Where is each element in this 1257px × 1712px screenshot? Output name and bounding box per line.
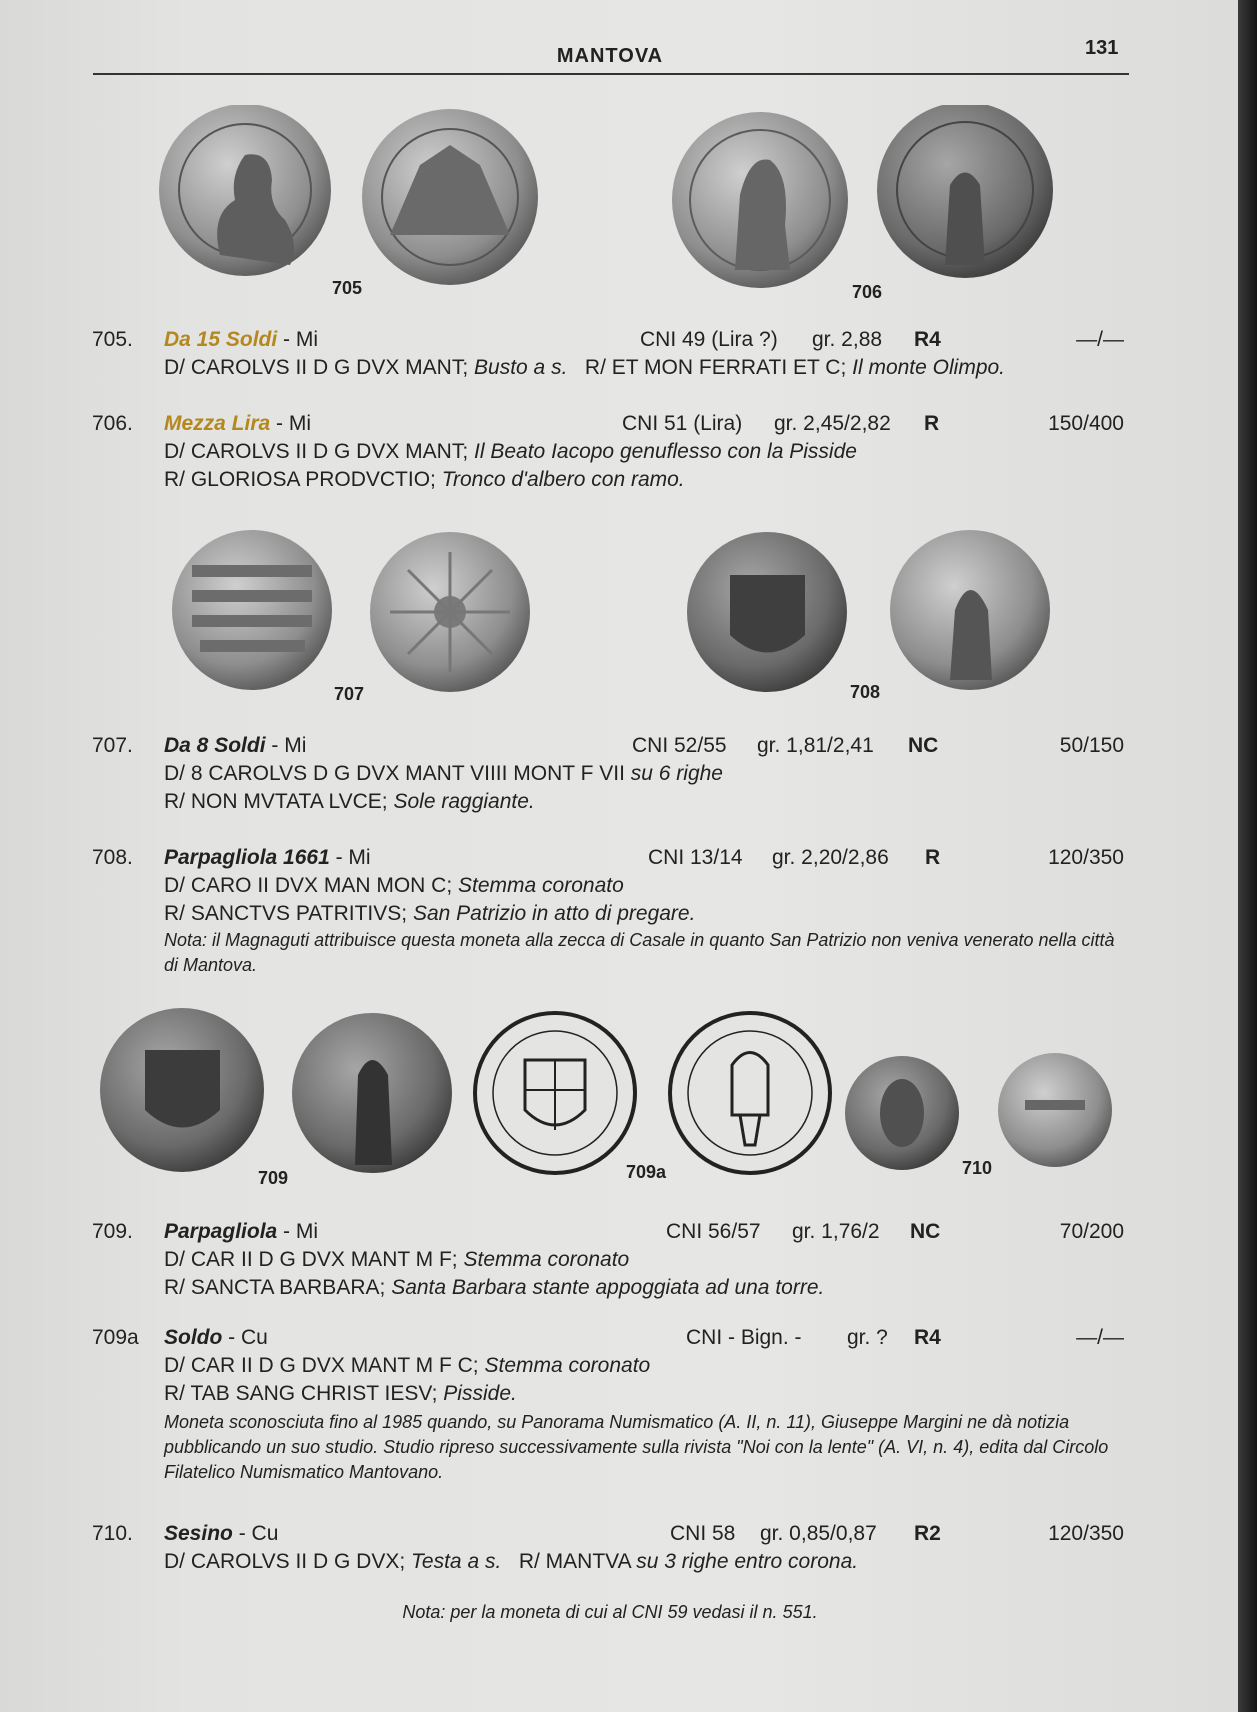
reverse-legend: R/ SANCTA BARBARA;: [164, 1276, 386, 1299]
entry-title: [164, 326, 318, 354]
coin-705-obverse: [159, 105, 331, 276]
reverse-description: Il monte Olimpo.: [852, 356, 1006, 379]
entry-title: [164, 844, 371, 872]
reverse-line: [164, 1380, 517, 1408]
coin-metal: - Cu: [228, 1326, 268, 1349]
coin-709-obverse: [100, 1008, 264, 1172]
coin-weight: gr. 1,81/2,41: [757, 734, 874, 757]
coin-707-obverse: [172, 530, 332, 690]
obverse-line: [164, 1246, 629, 1274]
obverse-line: [164, 760, 723, 788]
coin-plate-705-706: [150, 105, 1090, 305]
rarity-grade: R4: [914, 1326, 941, 1349]
header-rule: [93, 73, 1129, 75]
price-range: 50/150: [1059, 734, 1124, 757]
coin-plate-709-710: [100, 1005, 1120, 1180]
coin-709-reverse: [292, 1013, 452, 1173]
coin-metal: - Mi: [283, 1220, 319, 1243]
coin-706-reverse: [877, 105, 1053, 278]
catalog-entry-709a: [92, 1324, 1132, 1494]
rarity-grade: R2: [914, 1522, 941, 1545]
entry-title: [164, 410, 311, 438]
catalog-entry-705: [92, 326, 1132, 386]
coin-710-obverse: [845, 1056, 959, 1170]
reverse-legend: R/ MANTVA: [518, 1550, 631, 1573]
obverse-legend: D/ CARO II DVX MAN MON C;: [164, 874, 453, 897]
price-range: —/—: [1076, 1326, 1124, 1349]
entry-note: Moneta sconosciuta fino al 1985 quando, su Panorama Numismatico (A. II, n. 11), Giuseppe Margini ne dà notizia pubblicando un suo studio. Studio ripreso successivamente sulla rivista "Noi con la lente" (A. VI, n. 4), edita dal Circolo Filatelico Numismatico Mantovano.: [164, 1412, 1109, 1482]
coin-name: Mezza Lira: [164, 412, 271, 435]
entry-number: 707.: [92, 734, 133, 757]
entry-title: [164, 732, 306, 760]
rarity-grade: NC: [910, 1220, 941, 1243]
coin-metal: - Cu: [238, 1522, 279, 1545]
coin-weight: gr. 2,45/2,82: [774, 412, 891, 435]
obverse-line: [164, 438, 857, 466]
coin-name: Da 8 Soldi: [164, 734, 266, 757]
reverse-description: Santa Barbara stante appoggiata ad una torre.: [391, 1276, 825, 1299]
page-title: MANTOVA: [556, 45, 664, 67]
cni-reference: CNI 56/57: [666, 1220, 761, 1243]
obverse-description: Busto a s.: [474, 356, 568, 379]
coin-708-obverse: [687, 532, 847, 692]
catalog-entry-709: [92, 1218, 1132, 1304]
figure-label-706: 706: [852, 282, 883, 302]
book-spine-shadow: [1238, 0, 1257, 1712]
coin-metal: - Mi: [271, 734, 307, 757]
obverse-legend: D/ CAR II D G DVX MANT M F;: [164, 1248, 458, 1271]
coin-706-obverse: [672, 112, 848, 288]
cni-reference: CNI 13/14: [648, 846, 743, 869]
coin-710-reverse: [998, 1053, 1112, 1167]
coin-707-reverse: [370, 532, 530, 692]
reverse-description: Sole raggiante.: [393, 790, 535, 813]
coin-weight: gr. ?: [847, 1326, 888, 1349]
coin-name: Parpagliola: [164, 1220, 278, 1243]
obverse-line: [164, 1352, 650, 1380]
figure-label-708: 708: [850, 682, 881, 702]
page-footnote: Nota: per la moneta di cui al CNI 59 vedasi il n. 551.: [402, 1602, 818, 1622]
coin-name: Soldo: [164, 1326, 223, 1349]
cni-reference: CNI 51 (Lira): [622, 412, 743, 435]
obverse-line: [164, 1548, 858, 1576]
entry-number: 706.: [92, 412, 133, 435]
figure-label-709: 709: [258, 1168, 289, 1188]
obverse-legend: D/ CAROLVS II D G DVX;: [164, 1550, 406, 1573]
obverse-description: Testa a s.: [411, 1550, 502, 1573]
reverse-line: [164, 900, 695, 928]
cni-reference: CNI - Bign. -: [686, 1326, 802, 1349]
coin-weight: gr. 2,88: [812, 328, 883, 351]
coin-weight: gr. 0,85/0,87: [760, 1522, 877, 1545]
reverse-description: San Patrizio in atto di pregare.: [412, 902, 696, 925]
obverse-description: Stemma coronato: [484, 1354, 651, 1377]
rarity-grade: R: [924, 412, 940, 435]
figure-label-709a: 709a: [626, 1162, 667, 1182]
catalog-entry-708: [92, 844, 1132, 984]
entry-number: 709.: [92, 1220, 133, 1243]
rarity-grade: NC: [908, 734, 939, 757]
figure-label-710: 710: [962, 1158, 993, 1178]
coin-name: Da 15 Soldi: [164, 328, 278, 351]
page-number: 131: [1085, 37, 1119, 59]
coin-709a-reverse-drawing: [670, 1013, 830, 1173]
figure-label-707: 707: [334, 684, 365, 704]
coin-weight: gr. 1,76/2: [792, 1220, 880, 1243]
reverse-line: [164, 788, 535, 816]
entry-title: [164, 1324, 268, 1352]
cni-reference: CNI 58: [670, 1522, 736, 1545]
price-range: 120/350: [1048, 846, 1124, 869]
reverse-legend: R/ SANCTVS PATRITIVS;: [164, 902, 408, 925]
obverse-description: Stemma coronato: [458, 874, 624, 897]
coin-weight: gr. 2,20/2,86: [772, 846, 889, 869]
coin-metal: - Mi: [283, 328, 319, 351]
rarity-grade: R4: [914, 328, 941, 351]
coin-name: Parpagliola 1661: [164, 846, 330, 869]
reverse-legend: R/ NON MVTATA LVCE;: [164, 790, 388, 813]
catalog-entry-707: [92, 732, 1132, 818]
price-range: 150/400: [1048, 412, 1124, 435]
cni-reference: CNI 52/55: [632, 734, 727, 757]
entry-title: [164, 1520, 278, 1548]
entry-number: 709a: [92, 1326, 139, 1349]
entry-note: Nota: il Magnaguti attribuisce questa moneta alla zecca di Casale in quanto San Patrizio non veniva venerato nella città di Mantova.: [164, 930, 1115, 975]
coin-709a-obverse-drawing: [475, 1013, 635, 1173]
obverse-line: [164, 872, 624, 900]
entry-number: 705.: [92, 328, 133, 351]
obverse-description: su 6 righe: [630, 762, 723, 785]
reverse-description: Pisside.: [443, 1382, 517, 1405]
reverse-legend: R/ TAB SANG CHRIST IESV;: [164, 1382, 438, 1405]
reverse-line: [164, 1274, 824, 1302]
catalog-entry-706: [92, 410, 1132, 500]
entry-number: 710.: [92, 1522, 133, 1545]
price-range: 120/350: [1048, 1522, 1124, 1545]
coin-metal: - Mi: [335, 846, 371, 869]
entry-number: 708.: [92, 846, 133, 869]
rarity-grade: R: [925, 846, 941, 869]
coin-plate-707-708: [170, 530, 1070, 700]
entry-title: [164, 1218, 318, 1246]
reverse-description: Tronco d'albero con ramo.: [441, 468, 685, 491]
obverse-line: [164, 354, 1005, 382]
reverse-legend: R/ GLORIOSA PRODVCTIO;: [164, 468, 436, 491]
reverse-legend: R/ ET MON FERRATI ET C;: [584, 356, 847, 379]
coin-metal: - Mi: [276, 412, 312, 435]
obverse-legend: D/ CAROLVS II D G DVX MANT;: [164, 356, 469, 379]
reverse-description: su 3 righe entro corona.: [636, 1550, 859, 1573]
obverse-description: Il Beato Iacopo genuflesso con la Pisside: [474, 440, 857, 463]
coin-name: Sesino: [164, 1522, 233, 1545]
catalog-entry-710: [92, 1520, 1132, 1580]
reverse-line: [164, 466, 685, 494]
cni-reference: CNI 49 (Lira ?): [640, 328, 778, 351]
obverse-legend: D/ CAROLVS II D G DVX MANT;: [164, 440, 469, 463]
obverse-legend: D/ 8 CAROLVS D G DVX MANT VIIII MONT F VII: [164, 762, 625, 785]
figure-label-705: 705: [332, 278, 363, 298]
coin-708-reverse: [890, 530, 1050, 690]
obverse-description: Stemma coronato: [463, 1248, 630, 1271]
coin-705-reverse: [362, 109, 538, 285]
price-range: 70/200: [1059, 1220, 1124, 1243]
price-range: —/—: [1076, 328, 1124, 351]
obverse-legend: D/ CAR II D G DVX MANT M F C;: [164, 1354, 479, 1377]
